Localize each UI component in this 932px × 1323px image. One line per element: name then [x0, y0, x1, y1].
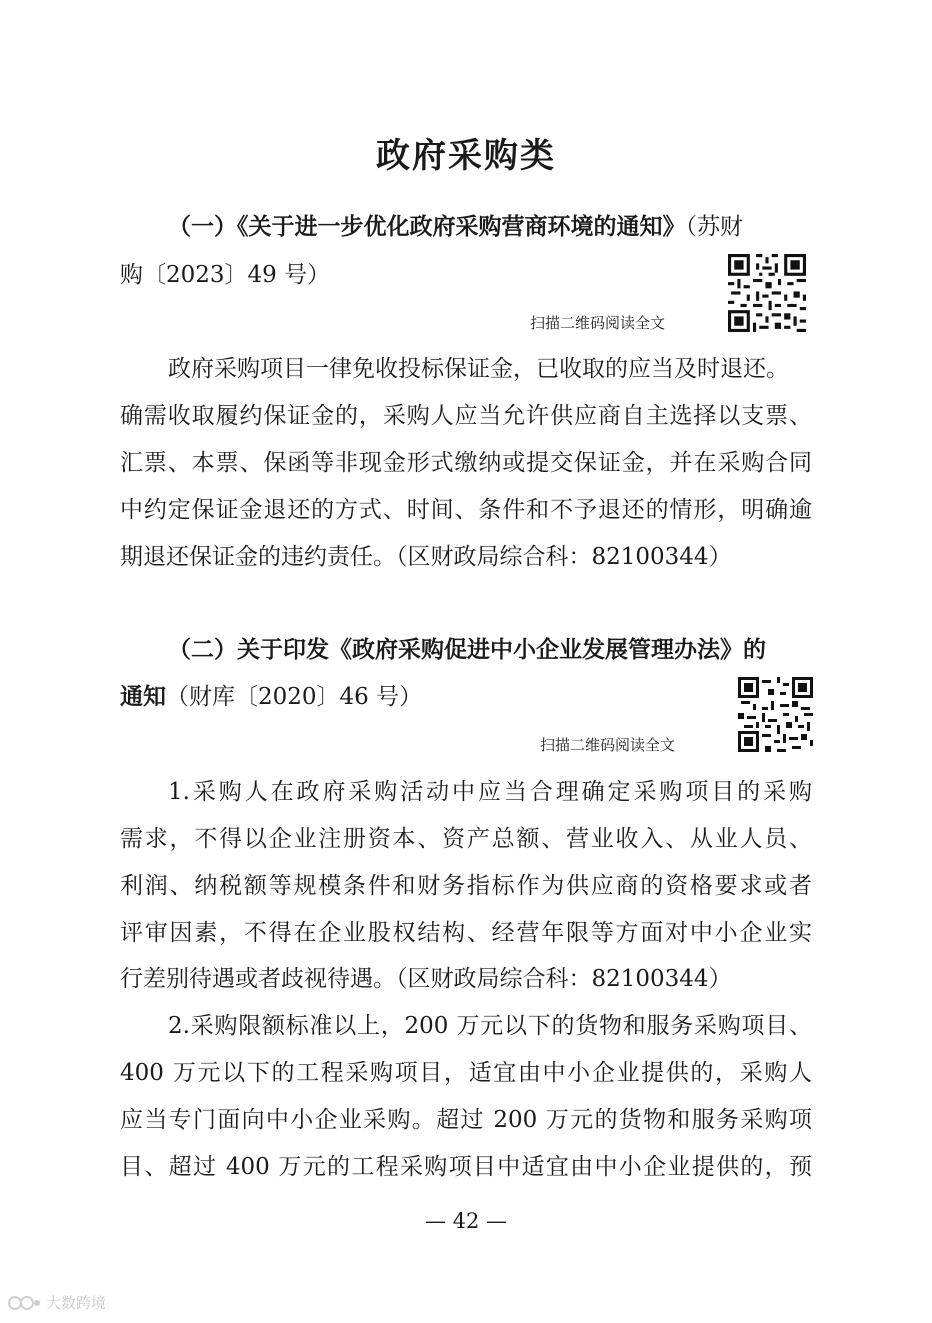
page-title: 政府采购类	[376, 136, 556, 176]
paragraph-line: 汇票、本票、保函等非现金形式缴纳或提交保证金，并在采购合同	[120, 450, 812, 476]
paragraph-line: 需求，不得以企业注册资本、资产总额、营业收入、从业人员、	[120, 826, 812, 852]
paragraph-line: 应当专门面向中小企业采购。超过 200 万元的货物和服务采购项	[120, 1107, 812, 1133]
paragraph-line: 利润、纳税额等规模条件和财务指标作为供应商的资格要求或者	[120, 873, 812, 899]
page-number: — 42 —	[424, 1209, 508, 1233]
qr-code-icon[interactable]	[728, 254, 806, 332]
section2-heading-rest: （财库〔2020〕46 号）	[166, 684, 423, 710]
paragraph-line: 1.采购人在政府采购活动中应当合理确定采购项目的采购	[168, 779, 812, 805]
watermark-text: 大数跨境	[46, 1294, 107, 1312]
paragraph-line: 目、超过 400 万元的工程采购项目中适宜由中小企业提供的，预	[120, 1154, 812, 1180]
paragraph-line: 政府采购项目一律免收投标保证金，已收取的应当及时退还。	[168, 356, 789, 382]
paragraph-line: 评审因素，不得在企业股权结构、经营年限等方面对中小企业实	[120, 920, 812, 946]
section2-heading: （二）关于印发《政府采购促进中小企业发展管理办法》的	[168, 636, 766, 663]
watermark	[8, 1292, 106, 1313]
qr-code-icon[interactable]	[738, 677, 813, 752]
section1-heading-tail: （苏财	[685, 214, 743, 240]
paragraph-line: 中约定保证金退还的方式、时间、条件和不予退还的情形，明确逾	[120, 497, 812, 523]
paragraph-line: 2.采购限额标准以上，200 万元以下的货物和服务采购项目、	[168, 1013, 812, 1039]
section2-heading-line2	[120, 675, 812, 719]
qr-caption: 扫描二维码阅读全文	[530, 314, 666, 332]
watermark-logo-icon	[8, 1295, 42, 1311]
paragraph-line: 400 万元以下的工程采购项目，适宜由中小企业提供的，采购人	[120, 1060, 812, 1086]
section1-heading-line2: 购〔2023〕49 号）	[120, 262, 331, 288]
paragraph-line: 确需收取履约保证金的，采购人应当允许供应商自主选择以支票、	[120, 403, 812, 429]
paragraph-line: 期退还保证金的违约责任。（区财政局综合科：82100344）	[120, 544, 732, 570]
section1-heading	[168, 205, 812, 249]
paragraph-line: 行差别待遇或者歧视待遇。（区财政局综合科：82100344）	[120, 966, 732, 992]
section1-heading-title: （一）《关于进一步优化政府采购营商环境的通知》	[168, 213, 686, 240]
qr-caption: 扫描二维码阅读全文	[540, 736, 676, 754]
section2-heading-bold: 通知	[120, 683, 166, 710]
